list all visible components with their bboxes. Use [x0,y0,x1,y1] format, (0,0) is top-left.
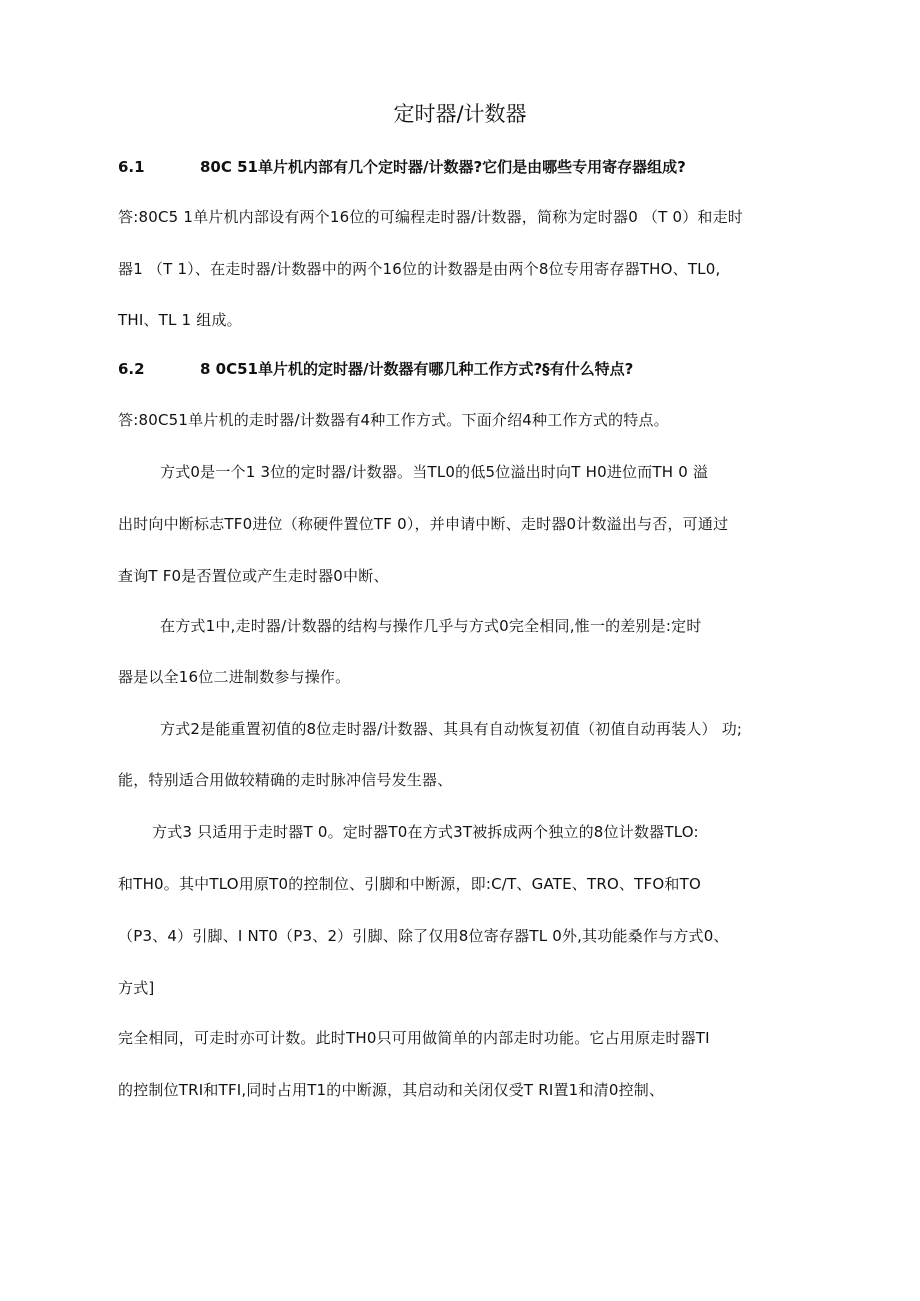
mode2-line: 方式2是能重置初值的8位走时器/计数器、其具有自动恢复初值（初值自动再装人） 功; [160,720,743,738]
mode3-line: 和TH0。其中TLO用原T0的控制位、引脚和中断源，即:C/T、GATE、TRO、TFO和TO [118,875,701,893]
answer-line: THI、TL 1 组成。 [118,311,242,329]
mode1-line: 在方式1中,走时器/计数器的结构与操作几乎与方式0完全相同,惟一的差别是:定时 [160,617,702,635]
mode3-line: 方式3 只适用于走时器T 0。定时器T0在方式3T被拆成两个独立的8位计数器TLO: [152,823,699,841]
mode0-line: 出时向中断标志TF0进位（称硬件置位TF 0），并申请中断、走时器0计数溢出与否，可通过 [118,515,729,533]
question-text: 80C 51单片机内部有几个定时器/计数器?它们是由哪些专用寄存器组成? [200,158,686,176]
mode3-line: 方式] [118,979,155,997]
mode1-line: 器是以全16位二进制数参与操作。 [118,668,351,686]
mode3-line: 完全相同，可走时亦可计数。此时TH0只可用做简单的内部走时功能。它占用原走时器TI [118,1029,710,1047]
mode0-line: 方式0是一个1 3位的定时器/计数器。当TL0的低5位溢出时向T H0进位而TH 0 溢 [160,463,709,481]
answer-line: 答:80C51单片机的走时器/计数器有4种工作方式。下面介绍4种工作方式的特点。 [118,411,669,429]
question-number: 6.2 [118,360,145,378]
mode3-line: （P3、4）引脚、I NT0（P3、2）引脚、除了仅用8位寄存器TL 0外,其功能桑作与方式0、 [118,927,729,945]
question-number: 6.1 [118,158,145,176]
question-text: 8 0C51单片机的定时器/计数器有哪几种工作方式?§有什么特点? [200,360,634,378]
mode3-line: 的控制位TRI和TFI,同时占用T1的中断源，其启动和关闭仅受T RI置1和清0控制、 [118,1081,665,1099]
mode0-line: 查询T F0是否置位或产生走时器0中断、 [118,567,389,585]
answer-line: 器1 （T 1）、在走时器/计数器中的两个16位的计数器是由两个8位专用寄存器THO、TL0, [118,260,721,278]
answer-line: 答:80C5 1单片机内部设有两个16位的可编程走时器/计数器，简称为定时器0 （T 0）和走时 [118,208,743,226]
mode2-line: 能，特别适合用做较精确的走时脉冲信号发生器、 [118,771,453,789]
page-title: 定时器/计数器 [393,102,527,126]
